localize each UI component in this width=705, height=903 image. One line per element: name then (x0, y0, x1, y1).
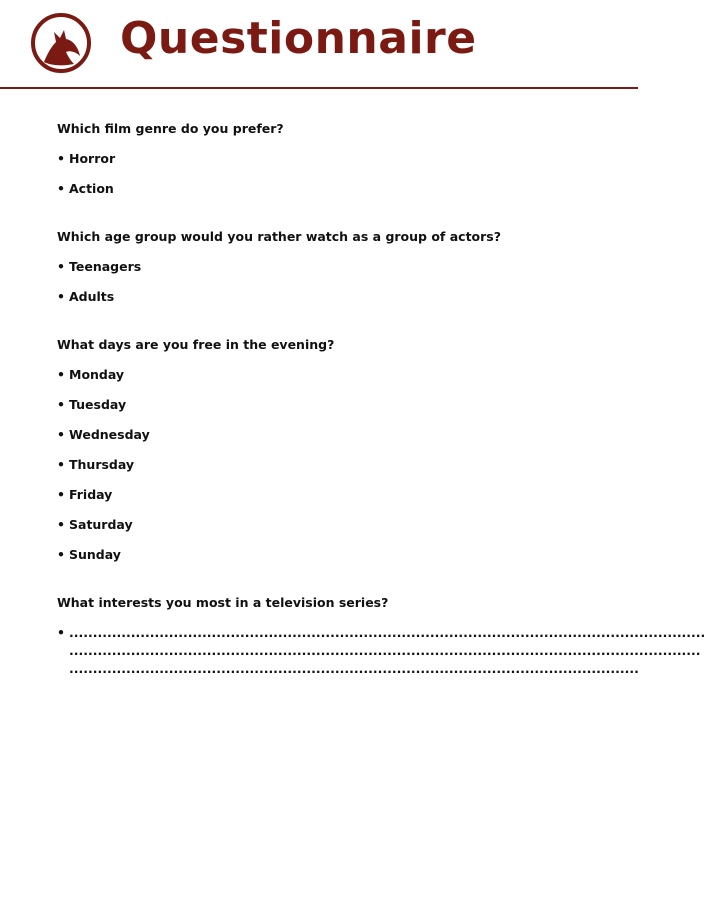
answer-line[interactable] (57, 642, 701, 660)
question-block-interests (57, 594, 705, 678)
option-label: Sunday (69, 547, 121, 562)
option-label: Tuesday (69, 397, 127, 412)
questionnaire-body (57, 120, 705, 696)
question-text: Which age group would you rather watch as a group of actors? (57, 229, 501, 244)
header-divider (0, 87, 638, 89)
option-sunday[interactable] (57, 546, 597, 576)
option-label: Monday (69, 367, 125, 382)
option-tuesday[interactable] (57, 396, 597, 426)
bullet-icon: • (57, 151, 65, 166)
bullet-icon: • (57, 259, 65, 274)
option-teenagers[interactable] (57, 258, 597, 288)
answer-dots: ........................................................................................................................ (69, 661, 639, 676)
option-friday[interactable] (57, 486, 597, 516)
question-text: What interests you most in a television series? (57, 595, 389, 610)
question-block-age-group (57, 228, 597, 318)
bullet-icon: • (57, 397, 65, 412)
question-block-days (57, 336, 597, 576)
option-label: Adults (69, 289, 115, 304)
option-adults[interactable] (57, 288, 597, 318)
answer-line[interactable] (57, 624, 705, 642)
bullet-icon: • (57, 289, 65, 304)
question-text: What days are you free in the evening? (57, 337, 335, 352)
bullet-icon: • (57, 181, 65, 196)
page-title: Questionnaire (120, 13, 477, 64)
option-label: Saturday (69, 517, 133, 532)
option-label: Horror (69, 151, 116, 166)
bullet-icon: • (57, 517, 65, 532)
bullet-icon: • (57, 487, 65, 502)
option-wednesday[interactable] (57, 426, 597, 456)
option-list (57, 150, 597, 210)
option-label: Wednesday (69, 427, 150, 442)
option-thursday[interactable] (57, 456, 597, 486)
answer-dots: ..................................................................................................................................... (69, 643, 701, 658)
answer-dots: ...................................................................................................................................... (69, 625, 705, 640)
question-block-genre (57, 120, 597, 210)
bullet-icon: • (57, 457, 65, 472)
option-horror[interactable] (57, 150, 597, 180)
bullet-icon: • (57, 547, 65, 562)
option-label: Friday (69, 487, 113, 502)
wolf-howling-icon (30, 12, 92, 74)
option-list (57, 366, 597, 576)
answer-line[interactable] (57, 660, 639, 678)
option-saturday[interactable] (57, 516, 597, 546)
question-text: Which film genre do you prefer? (57, 121, 284, 136)
option-monday[interactable] (57, 366, 597, 396)
option-label: Teenagers (69, 259, 142, 274)
option-action[interactable] (57, 180, 597, 210)
bullet-icon: • (57, 427, 65, 442)
option-list (57, 258, 597, 318)
option-label: Thursday (69, 457, 135, 472)
bullet-icon: • (57, 367, 65, 382)
page-header (0, 0, 638, 90)
bullet-icon: • (57, 625, 65, 640)
option-label: Action (69, 181, 114, 196)
